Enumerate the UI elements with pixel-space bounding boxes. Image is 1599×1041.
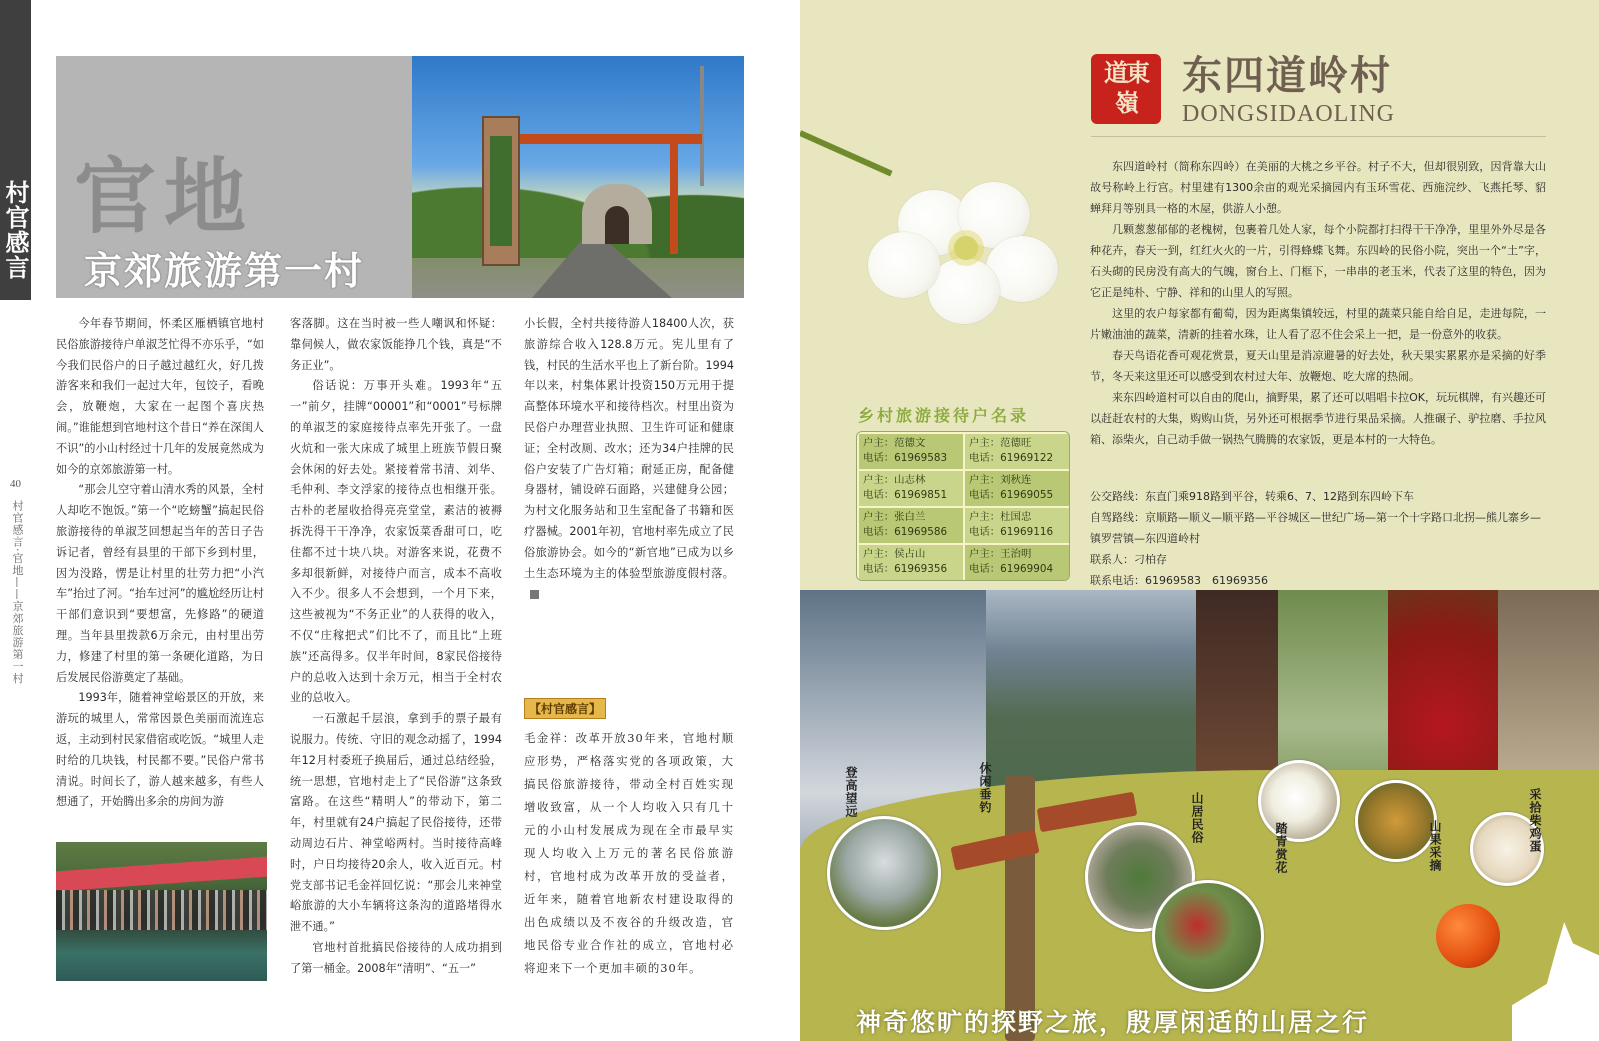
page-number: 40 [10, 478, 21, 490]
host-phone: 电话：61969904 [969, 563, 1054, 575]
host-owner: 户主：山志林 [863, 474, 926, 486]
paragraph: 春天鸟语花香可观花赏景，夏天山里是消凉避暑的好去处，秋天果实累累亦是采摘的好季节，冬天来这里还可以感受到农村过大年、放鞭炮、吃大席的热闹。 [1090, 349, 1546, 383]
slogan: 神奇悠旷的探野之旅，殷厚闲适的山居之行 [856, 1008, 1370, 1037]
running-head: 村官感言·官地——京郊旅游第一村 [11, 500, 24, 685]
directory-entry [859, 471, 963, 506]
collage-label: 采拾柴鸡蛋 [1528, 788, 1542, 853]
village-logo [1091, 54, 1161, 124]
blossom-circle-photo [1258, 760, 1340, 842]
host-phone: 电话：61969586 [863, 526, 948, 538]
host-phone: 电话：61969055 [969, 489, 1054, 501]
directory-heading: 乡村旅游接待户名录 [858, 406, 1030, 425]
host-phone: 电话：61969122 [969, 452, 1054, 464]
paragraph: 来东四岭道村可以自由的爬山，摘野果，累了还可以唱唱卡拉OK，玩玩棋牌，有兴趣还可以赶赶农村的大集，购购山货，另外还可根据季节进行果品采摘。人推碾子、驴拉磨、手拉风箱、添柴火，自己动手做一锅热气腾腾的农家饭，更是本村的一大特色。 [1090, 391, 1546, 446]
plum-blossom-illustration [858, 174, 1058, 324]
host-owner: 户主：刘秋连 [969, 474, 1032, 486]
right-page [800, 0, 1599, 1041]
section-tab-label: 村官感言 [1, 180, 30, 280]
collage-label: 山果采摘 [1428, 820, 1442, 872]
collage-label: 踏青赏花 [1274, 822, 1288, 874]
collage-label: 山居民俗 [1190, 792, 1204, 844]
paragraph: 一石激起千层浪，拿到手的票子最有说服力。传统、守旧的观念动摇了，1994年12月村委班子换届后，通过总结经验，统一思想，官地村走上了“民俗游”这条致富路。在这些“精明人”的带动下，第二年，村里就有24户搞起了民俗接待，还带动周边石片、神堂峪两村。当时接待高峰时，户日均接待20余人，收入近百元。村党支部书记毛金祥回忆说：“那会儿来神堂峪旅游的大小车辆将这条沟的道路堵得水泄不通。” [290, 712, 502, 934]
host-phone: 电话：61969851 [863, 489, 948, 501]
photo-collage [800, 590, 1599, 1041]
logo-lettering: 道東嶺 [1104, 58, 1148, 117]
directory-entry [965, 471, 1069, 506]
paragraph: 今年春节期间，怀柔区雁栖镇官地村民俗旅游接待户单淑芝忙得不亦乐乎，“如今我们民俗户的日子越过越红火，好几拨游客来和我们一起过大年，包饺子，看晚会，放鞭炮，大家在一起图个喜庆热闹。”谁能想到官地村这个昔日“养在深闺人不识”的小山村经过十几年的发展竟然成为如今的京郊旅游第一村。 [56, 317, 264, 476]
host-owner: 户主：王治明 [969, 548, 1032, 560]
travel-info [1090, 486, 1546, 591]
paragraph [524, 314, 734, 605]
directory-entry [965, 545, 1069, 580]
directory-entry [859, 434, 963, 469]
host-owner: 户主：杜国忠 [969, 511, 1032, 523]
paragraph: 官地村首批搞民俗接待的人成功捐到了第一桶金。2008年“清明”、“五一” [290, 940, 502, 975]
comment-tag: 【村官感言】 [524, 698, 606, 719]
contact-phone: 联系电话：61969583 61969356 [1090, 574, 1268, 587]
host-phone: 电话：61969116 [969, 526, 1054, 538]
village-title: 东四道岭村 [1182, 52, 1392, 99]
lantern-circle-photo [1152, 880, 1264, 992]
hiking-circle-photo [827, 816, 941, 930]
host-owner: 户主：范德旺 [969, 437, 1032, 449]
fruit-circle-photo [1355, 780, 1437, 862]
official-comment [524, 698, 734, 980]
branch-decoration [800, 130, 893, 176]
paragraph: “那会儿空守着山清水秀的风景，全村人却吃不饱饭。”第一个“吃螃蟹”搞起民俗旅游接待的单淑芝回想起当年的苦日子告诉记者，曾经有县里的干部下乡到村里，因为没路，愣是让村里的壮劳力把“小汽车”抬过了河。“抬车过河”的尴尬经历让村干部们意识到“要想富，先修路”的硬道理。当年县里拨款6万余元，由村里出劳力，修建了村里的第一条硬化道路，为日后发展民俗游奠定了基础。 [56, 483, 264, 684]
paragraph: 客落脚。这在当时被一些人嘲讽和怀疑：靠伺候人，做农家饭能挣几个钱，真是“不务正业”。 [290, 317, 502, 372]
directory-entry [965, 434, 1069, 469]
pavilion-dining-photo [56, 842, 267, 981]
paragraph: 东四道岭村（简称东四岭）在美丽的大桃之乡平谷。村子不大，但却很别致，因背靠大山故号称岭上行宫。村里建有1300余亩的观光采摘园内有玉环雪花、西施浣纱、飞燕托琴、貂蝉拜月等别具一格的木屋，供游人小憩。 [1090, 160, 1546, 215]
host-phone: 电话：61969356 [863, 563, 948, 575]
divider [1091, 136, 1546, 137]
paragraph: 俗话说：万事开头难。1993年“五一”前夕，挂牌“00001”和“0001”号标牌的单淑芝的家庭接待点率先开张了。一盘火炕和一张大床成了城里上班族节假日聚会休闲的好去处。紧接着常书清、刘华、毛仲利、李文浮家的接待点也相继开张。古朴的老屋收拾得亮亮堂堂，素洁的被褥拆洗得干干净净，农家饭菜香甜可口，吃住都不过十块八块。对游客来说，花费不多却很新鲜，对接待户而言，成本不高收入不少。很多人不会想到，一个月下来，这些被视为“不务正业”的人获得的收入，不仅“庄稼把式”们比不了，而且比“上班族”还高得多。仅半年时间，8家民俗接待户的总收入达到十余万元，相当于全村农业的总收入。 [290, 379, 502, 705]
section-tab [0, 0, 31, 300]
article-column-3 [524, 314, 734, 605]
village-description [1090, 156, 1546, 450]
signpost-icon [1005, 776, 1035, 1041]
paragraph: 这里的农户每家都有葡萄，因为距离集镇较远，村里的蔬菜只能自给自足，走进每院，一片嫩油油的蔬菜，清新的挂着水珠，让人看了忍不住会采上一把，是一份意外的收获。 [1090, 307, 1546, 341]
host-owner: 户主：范德文 [863, 437, 926, 449]
collage-label: 登高望远 [844, 766, 858, 818]
directory-entry [859, 508, 963, 543]
village-pinyin: DONGSIDAOLING [1182, 101, 1395, 127]
persimmon-icon [1436, 904, 1500, 968]
bus-route: 公交路线：东直门乘918路到平谷，转乘6、7、12路到东四岭下车 [1090, 490, 1414, 503]
contact-person: 联系人：刁柏存 [1090, 553, 1167, 566]
paragraph-text: 小长假，全村共接待游人18400人次，获旅游综合收入128.8万元。宪儿里有了钱，村民的生活水平也上了新台阶。1994年以来，村集体累计投资150万元用于提高整体环境水平和接待档次。村里出资为民俗户办理营业执照、卫生许可证和健康证；全村改厕、改水；还为34户挂牌的民俗户安装了广告灯箱；耐延正房，配备健身器材，铺设碎石面路，兴建健身公园；为村文化服务站和卫生室配备了书籍和医疗器械。2001年初，官地村率先成立了民俗旅游协会。如今的“新官地”已成为以乡土生态环境为主的体验型旅游度假村落。 [524, 317, 734, 580]
hero-banner [56, 56, 744, 298]
paragraph: 几颗葱葱郁郁的老槐树，包裹着几处人家，每个小院都打扫得干干净净，里里外外尽是各种花卉，春天一到，红红火火的一片，引得蜂蝶飞舞。东四岭的民俗小院，突出一个“土”字，石头砌的民房没有高大的气魄，窗台上、门框下，一串串的老玉米，代表了这里的特色，因为它正是纯朴、宁静、祥和的山里人的写照。 [1090, 223, 1546, 299]
article-subtitle: 京郊旅游第一村 [84, 249, 365, 293]
directory-entry [965, 508, 1069, 543]
comment-text: 毛金祥：改革开放30年来，官地村顺应形势，严格落实党的各项政策，大搞民俗旅游接待，带动全村百姓实现增收致富，从一个人均收入只有几十元的小山村发展成为现在全市最早实现人均收入上万元的著名民俗旅游村，官地村成为改革开放的受益者，近年来，随着官地新农村建设取得的出色成绩以及不夜谷的升级改造，官地民俗专业合作社的成立，官地村必将迎来下一个更加丰硕的30年。 [524, 731, 734, 975]
village-gate-photo [412, 56, 744, 298]
article-column-1 [56, 314, 264, 813]
host-phone: 电话：61969583 [863, 452, 948, 464]
article-title: 官地 [74, 149, 255, 245]
driving-route: 自驾路线：京顺路—顺义—顺平路—平谷城区—世纪广场—第一个十字路口北拐—熊儿寨乡—镇罗营镇—东四道岭村 [1090, 511, 1541, 545]
host-owner: 户主：侯占山 [863, 548, 926, 560]
collage-label: 休闲垂钓 [978, 762, 992, 814]
end-mark-icon [530, 590, 539, 599]
article-column-2 [290, 314, 502, 980]
paragraph: 1993年，随着神堂峪景区的开放，来游玩的城里人，常常因景色美丽而流连忘返，主动到村民家借宿或吃饭。“城里人走时给的几块钱，村民都不要。”民俗户常书清说。时间长了，游人越来越多，有些人想通了，开始腾出多余的房间为游 [56, 691, 264, 809]
host-owner: 户主：张白兰 [863, 511, 926, 523]
directory-entry [859, 545, 963, 580]
host-directory [856, 431, 1070, 581]
